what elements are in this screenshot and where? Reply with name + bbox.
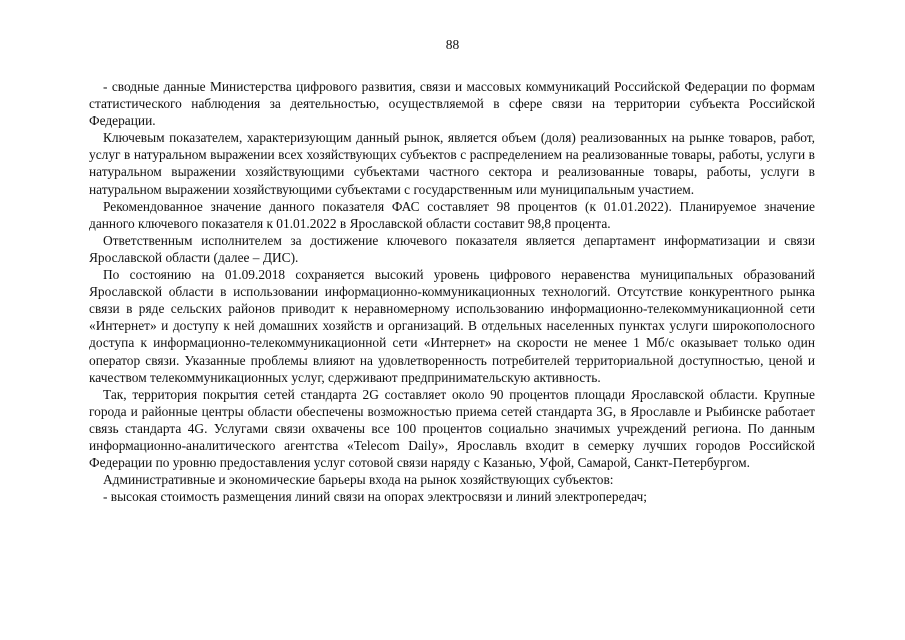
- paragraph-barriers-heading: Административные и экономические барьеры входа на рынок хозяйствующих субъектов:: [103, 472, 614, 488]
- paragraph-recommended-value: Рекомендованное значение данного показателя ФАС составляет 98 процентов (к 01.01.2022). Планируемое значение данного ключевого показателя к 01.01.2022 в Ярославской области составит 98,8 процента.: [89, 198, 815, 231]
- paragraph-network-coverage: Так, территория покрытия сетей стандарта 2G составляет около 90 процентов площади Ярославской области. Крупные города и районные центры области обеспечены возможностью приема сетей стандарта 3G, в Ярославле и Рыбинске работает связь стандарта 4G. Услугами связи охвачены все 100 процентов социально значимых учреждений региона. По данным информационно-аналитического агентства «Telecom Daily», Ярославль входит в семерку лучших городов Российской Федерации по уровню предоставления услуг сотовой связи наряду с Казанью, Уфой, Самарой, Санкт-Петербургом.: [89, 386, 815, 471]
- paragraph-barrier-item: - высокая стоимость размещения линий связи на опорах электросвязи и линий электропередач;: [103, 489, 648, 505]
- page-number: 88: [445, 37, 460, 52]
- paragraph-digital-inequality: По состоянию на 01.09.2018 сохраняется высокий уровень цифрового неравенства муниципальных образований Ярославской области в использовании информационно-коммуникационных технологий. Отсутствие конкурентного рынка связи в ряде сельских районов приводит к неравномерному использованию информационно-телекоммуникационной сети «Интернет» и доступу к ней домашних хозяйств и организаций. В отдельных населенных пунктах услуги широкополосного доступа к информационно-телекоммуникационной сети «Интернет» на скорости не менее 1 Мб/с оказывает только один оператор связи. Указанные проблемы влияют на удовлетворенность потребителей территориальной доступностью, ценой и качеством телекоммуникационных услуг, сдерживают предпринимательскую активность.: [89, 267, 815, 385]
- paragraph-responsible-executor: Ответственным исполнителем за достижение ключевого показателя является департамент информатизации и связи Ярославской области (далее – ДИС).: [89, 232, 815, 265]
- paragraph-source-list-item: - сводные данные Министерства цифрового развития, связи и массовых коммуникаций Российской Федерации по формам статистического наблюдения за деятельностью, осуществляемой в сфере связи на территории субъекта Российской Федерации.: [89, 79, 815, 129]
- paragraph-key-indicator: Ключевым показателем, характеризующим данный рынок, является объем (доля) реализованных на рынке товаров, работ, услуг в натуральном выражении всех хозяйствующих субъектов с распределением на реализованные товары, работы, услуги в натуральном выражении хозяйствующими субъектами частного сектора и реализованные товары, работы, услуги в натуральном выражении хозяйствующими субъектами с государственным или муниципальным участием.: [89, 130, 815, 197]
- document-body: [89, 78, 815, 505]
